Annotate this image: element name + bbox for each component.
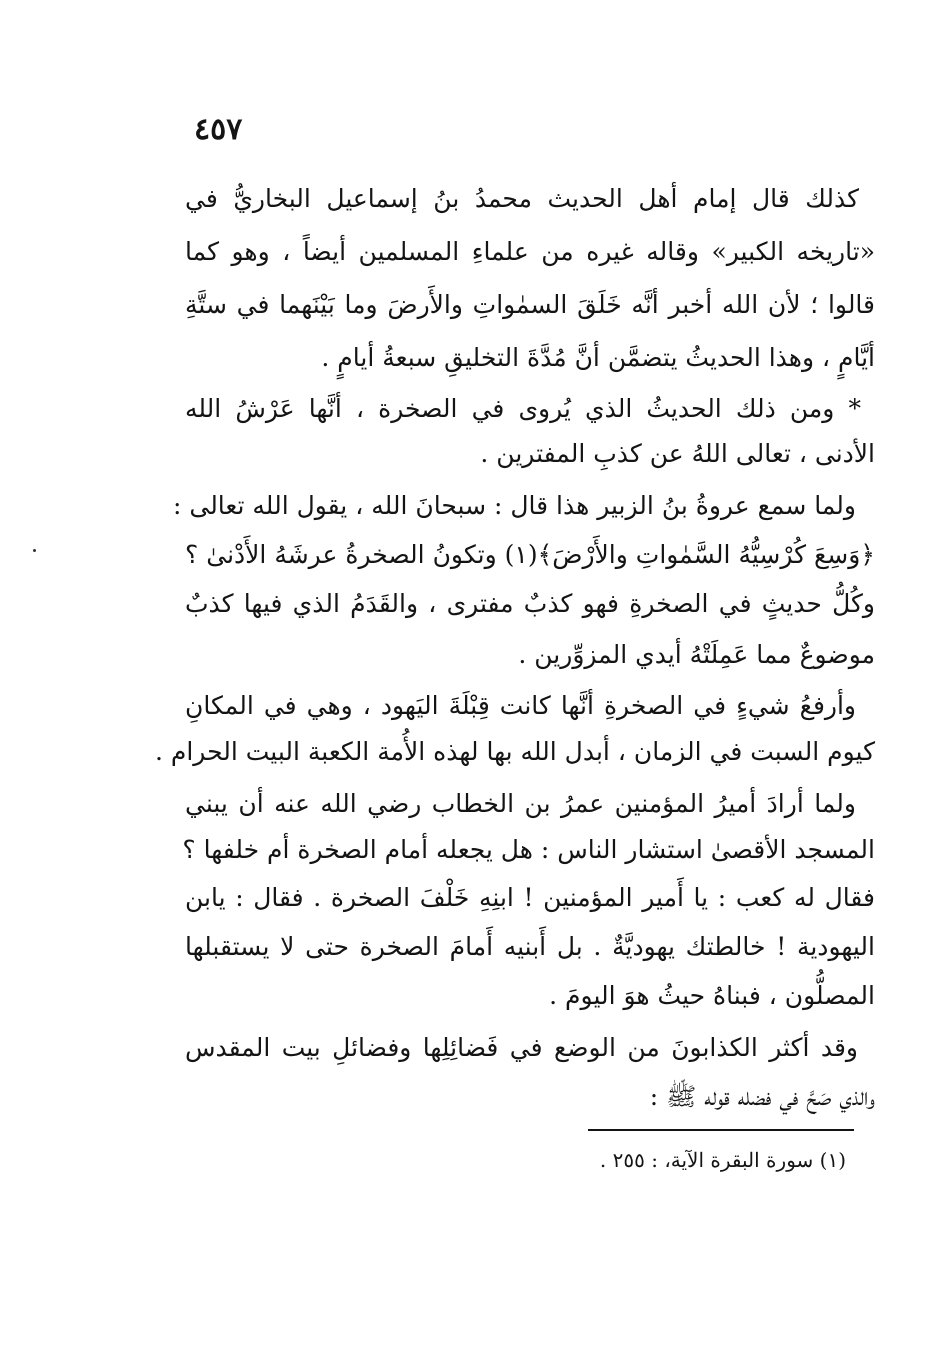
text-line: موضوعٌ مما عَمِلَتْهُ أيدي المزوِّرين . — [518, 640, 875, 669]
text-line: الأدنى ، تعالى اللهُ عن كذبِ المفترين . — [480, 439, 875, 468]
scan-speck — [33, 549, 36, 552]
text-line: ولما أرادَ أميرُ المؤمنين عمرُ بن الخطاب رضي الله عنه أن يبني — [185, 789, 856, 818]
text-line: المسجد الأقصىٰ استشار الناس : هل يجعله أمام الصخرة أم خلفها ؟ — [182, 835, 875, 864]
text-line: والذي صَحَّ في فضله قوله ﷺ : — [649, 1082, 875, 1111]
footnote-separator — [588, 1129, 854, 1131]
text-line: «تاريخه الكبير» وقاله غيره من علماءِ المسلمين أيضاً ، وهو كما — [185, 237, 875, 266]
text-line: كذلك قال إمام أهل الحديث محمدُ بنُ إسماعيل البخاريُّ في — [185, 184, 859, 213]
text-line: وأرفعُ شيءٍ في الصخرةِ أنَّها كانت قِبْلَةَ اليَهود ، وهي في المكانِ — [185, 691, 856, 720]
text-line: أيَّامٍ ، وهذا الحديثُ يتضمَّن أنَّ مُدَّةَ التخليقِ سبعةُ أيامٍ . — [321, 343, 875, 372]
text-line: ولما سمع عروةُ بنُ الزبير هذا قال : سبحانَ الله ، يقول الله تعالى : — [172, 491, 856, 520]
footnote: (١) سورة البقرة الآية، : ٢٥٥ . — [599, 1148, 846, 1172]
text-line: وكُلُّ حديثٍ في الصخرةِ فهو كذبٌ مفترى ، والقَدَمُ الذي فيها كذبٌ — [185, 589, 875, 618]
text-line: فقال له كعب : يا أَمير المؤمنين ! ابنِهِ خَلْفَ الصخرة . فقال : يابن — [185, 883, 875, 912]
text-line: * ومن ذلك الحديثُ الذي يُروى في الصخرة ، أنَّها عَرْشُ الله — [185, 394, 861, 423]
text-line: وقد أكثر الكذابونَ من الوضع في فَضائِلِها وفضائلِ بيت المقدس — [185, 1033, 858, 1062]
text-line: قالوا ؛ لأن الله أخبر أنَّه خَلَقَ السمٰواتِ والأَرضَ وما بَيْنَهما في ستَّةِ — [185, 290, 875, 319]
page-number: ٤٥٧ — [194, 112, 243, 147]
text-line: اليهودية ! خالطتك يهوديَّةٌ . بل أَبنيه أَمامَ الصخرة حتى لا يستقبلها — [185, 932, 875, 961]
text-line: كيوم السبت في الزمان ، أبدل الله بها لهذه الأُمة الكعبة البيت الحرام . — [154, 737, 875, 766]
text-line: ﴿وَسِعَ كُرْسِيُّهُ السَّمٰواتِ والأَرْضَ﴾(١) وتكونُ الصخرةُ عرشَهُ الأَدْنىٰ ؟ — [185, 540, 875, 569]
text-line: المصلُّون ، فبناهُ حيثُ هوَ اليومَ . — [549, 981, 875, 1010]
